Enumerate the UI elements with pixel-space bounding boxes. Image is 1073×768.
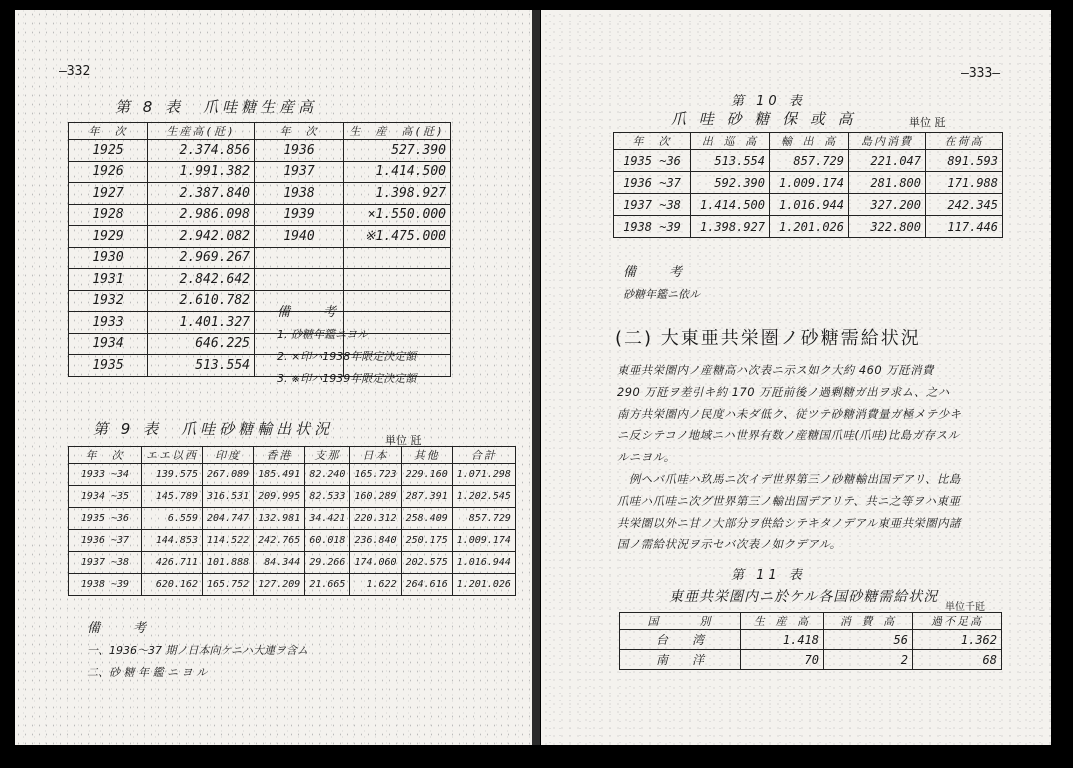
- table-cell: 160.289: [350, 486, 401, 508]
- table-cell: 82.533: [305, 486, 350, 508]
- table-cell: 513.554: [148, 355, 255, 377]
- table-cell: 84.344: [254, 552, 305, 574]
- column-header: 生 産 高: [741, 613, 824, 630]
- table-cell: 220.312: [350, 508, 401, 530]
- table-cell: 242.765: [254, 530, 305, 552]
- paragraph-line: 共栄圏以外ニ甘ノ大部分ヲ供給シテキタノデアル東亜共栄圏内諸: [617, 515, 961, 530]
- paragraph-line: ニ反シテコノ地域ニハ世界有数ノ産糖国爪哇(爪哇)比島ガ存スル: [617, 428, 960, 443]
- table-cell: 1934 ~35: [69, 486, 142, 508]
- table-cell: 6.559: [142, 508, 203, 530]
- table-row: [69, 226, 451, 248]
- table9-title: 第 9 表 爪哇砂糖輸出状況: [93, 420, 334, 438]
- table11-unit: 単位千瓩: [945, 602, 985, 613]
- column-header: 其他: [401, 447, 452, 464]
- table-cell: 1939: [255, 204, 344, 226]
- table-cell: 242.345: [926, 194, 1003, 216]
- table-cell: 204.747: [203, 508, 254, 530]
- table-cell: 1933 ~34: [69, 464, 142, 486]
- table-cell: 1927: [69, 183, 148, 205]
- paragraph-line: 東亜共栄圏内ノ産糖高ハ次表ニ示ス如ク大約 460 万瓩消費: [617, 363, 934, 377]
- table-cell: 1935 ~36: [69, 508, 142, 530]
- note-line: 二、砂 糖 年 鑑 ニ ヨ ル: [87, 666, 207, 679]
- table-cell: 1.202.545: [452, 486, 515, 508]
- table9-notes: [87, 618, 308, 684]
- table-cell: 236.840: [350, 530, 401, 552]
- table-cell: 258.409: [401, 508, 452, 530]
- table-cell: 857.729: [770, 150, 849, 172]
- table-cell: 1.418: [741, 630, 824, 650]
- table-cell: 145.789: [142, 486, 203, 508]
- column-header: 支那: [305, 447, 350, 464]
- column-header: 輸 出 高: [770, 133, 849, 150]
- table-cell: ×1.550.000: [344, 204, 451, 226]
- table-cell: 171.988: [926, 172, 1003, 194]
- table-cell: 221.047: [849, 150, 926, 172]
- table-row: [69, 486, 516, 508]
- column-header: 日本: [350, 447, 401, 464]
- column-header: 消 費 高: [824, 613, 913, 630]
- table-cell: 1937 ~38: [614, 194, 691, 216]
- table-row: [69, 140, 451, 162]
- table-cell: 132.981: [254, 508, 305, 530]
- left-page: [15, 10, 532, 745]
- table-cell: 2.374.856: [148, 140, 255, 162]
- table-cell: 1929: [69, 226, 148, 248]
- table-cell: 174.060: [350, 552, 401, 574]
- table-cell: 1937: [255, 161, 344, 183]
- table10-unit: 単位 瓩: [909, 116, 946, 129]
- table-row: [69, 508, 516, 530]
- table-cell: 267.089: [203, 464, 254, 486]
- column-header: 年 次: [69, 123, 148, 140]
- table10-title-number: 第 10 表: [731, 94, 806, 109]
- table-header-row: [69, 447, 516, 464]
- page-number: —332: [59, 64, 91, 79]
- table10-stock: [613, 132, 1003, 238]
- table-cell: 127.209: [254, 574, 305, 596]
- table-header-row: [620, 613, 1002, 630]
- column-header: 年 次: [614, 133, 691, 150]
- table-cell: 114.522: [203, 530, 254, 552]
- table-row: [69, 247, 451, 269]
- column-header: 年 次: [255, 123, 344, 140]
- notes-title: 備 考: [87, 621, 157, 636]
- notes-title: 備 考: [277, 305, 347, 320]
- column-header: 合計: [452, 447, 515, 464]
- table-cell: 2.986.098: [148, 204, 255, 226]
- table-cell: 1931: [69, 269, 148, 291]
- table-cell: 287.391: [401, 486, 452, 508]
- paragraph-line: 国ノ需給状況ヲ示セバ次表ノ如クデアル。: [617, 537, 842, 552]
- table-cell: 70: [741, 650, 824, 670]
- table-cell: 144.853: [142, 530, 203, 552]
- table-cell: 1.362: [913, 630, 1002, 650]
- table-cell: 1.414.500: [691, 194, 770, 216]
- table-cell: 1928: [69, 204, 148, 226]
- table-cell: 857.729: [452, 508, 515, 530]
- table-cell: 202.575: [401, 552, 452, 574]
- table11-title: 東亜共栄圏内ニ於ケル各国砂糖需給状況: [669, 589, 939, 605]
- table8-notes: [277, 302, 416, 390]
- table10-title: 爪 哇 砂 糖 保 或 高: [671, 110, 857, 128]
- table-cell: [344, 269, 451, 291]
- table-cell: 南 洋: [620, 650, 741, 670]
- table-cell: 2.842.642: [148, 269, 255, 291]
- column-header: 島内消費: [849, 133, 926, 150]
- paragraph-line: 爪哇ハ爪哇ニ次グ世界第三ノ輸出国デアリテ、共ニ之等ヲハ東亜: [617, 493, 961, 508]
- column-header: 年 次: [69, 447, 142, 464]
- table-cell: 1.201.026: [452, 574, 515, 596]
- table-cell: 322.800: [849, 216, 926, 238]
- column-header: 生 産 高(瓩): [344, 123, 451, 140]
- column-header: 香港: [254, 447, 305, 464]
- table-cell: 82.240: [305, 464, 350, 486]
- table-row: [620, 650, 1002, 670]
- table-cell: [255, 247, 344, 269]
- table-cell: 2.610.782: [148, 290, 255, 312]
- note-line: 1. 砂糖年鑑ニヨル: [277, 328, 368, 341]
- table-cell: 1.414.500: [344, 161, 451, 183]
- table-cell: 264.616: [401, 574, 452, 596]
- table-row: [69, 161, 451, 183]
- table-cell: 1936: [255, 140, 344, 162]
- column-header: エエ以西: [142, 447, 203, 464]
- table-row: [614, 216, 1003, 238]
- table-cell: 229.160: [401, 464, 452, 486]
- table-cell: 527.390: [344, 140, 451, 162]
- column-header: 過不足高: [913, 613, 1002, 630]
- table-cell: 68: [913, 650, 1002, 670]
- table-cell: 1925: [69, 140, 148, 162]
- table-cell: 1.991.382: [148, 161, 255, 183]
- column-header: 出 巡 高: [691, 133, 770, 150]
- table9-exports: [68, 446, 516, 596]
- note-line: 3. ※印ハ1939年限定決定額: [277, 372, 417, 385]
- table10-notes: [623, 262, 700, 306]
- table-cell: 209.995: [254, 486, 305, 508]
- column-header: 在荷高: [926, 133, 1003, 150]
- paragraph-line: 南方共栄圏内ノ民度ハ未ダ低ク、従ツテ砂糖消費量ガ極メテ少キ: [617, 406, 962, 421]
- notes-title: 備 考: [623, 265, 693, 280]
- table-row: [69, 183, 451, 205]
- table-cell: 29.266: [305, 552, 350, 574]
- table-row: [69, 552, 516, 574]
- table-cell: 2.942.082: [148, 226, 255, 248]
- paragraph-line: ルニヨル。: [617, 450, 676, 465]
- table-cell: 101.888: [203, 552, 254, 574]
- body-paragraph: [617, 360, 1037, 556]
- table-cell: ※1.475.000: [344, 226, 451, 248]
- table-cell: 1.201.026: [770, 216, 849, 238]
- table-cell: 1933: [69, 312, 148, 334]
- table-cell: 2: [824, 650, 913, 670]
- table-cell: 2.387.840: [148, 183, 255, 205]
- table-row: [69, 530, 516, 552]
- table-row: [614, 194, 1003, 216]
- table-cell: 620.162: [142, 574, 203, 596]
- table-cell: 185.491: [254, 464, 305, 486]
- table-cell: 1.016.944: [770, 194, 849, 216]
- table-cell: 165.723: [350, 464, 401, 486]
- table-cell: 1.071.298: [452, 464, 515, 486]
- table-cell: 1936 ~37: [614, 172, 691, 194]
- table-row: [69, 204, 451, 226]
- table-cell: 165.752: [203, 574, 254, 596]
- table8-title: 第 8 表 爪哇糖生産高: [115, 98, 318, 116]
- table-header-row: [614, 133, 1003, 150]
- table-cell: 1932: [69, 290, 148, 312]
- table-cell: 1.009.174: [452, 530, 515, 552]
- right-page: [541, 10, 1051, 745]
- table-cell: 250.175: [401, 530, 452, 552]
- table11-title-number: 第 11 表: [731, 568, 806, 583]
- table-cell: 646.225: [148, 333, 255, 355]
- table-cell: 139.575: [142, 464, 203, 486]
- table-cell: 1938 ~39: [69, 574, 142, 596]
- column-header: 印度: [203, 447, 254, 464]
- table-cell: 327.200: [849, 194, 926, 216]
- table-cell: 60.018: [305, 530, 350, 552]
- table-cell: 513.554: [691, 150, 770, 172]
- paragraph-line: 290 万瓩ヲ差引キ約 170 万瓩前後ノ過剰糖ガ出ヲ求ム、之ハ: [617, 384, 950, 399]
- table-cell: 316.531: [203, 486, 254, 508]
- table-cell: 281.800: [849, 172, 926, 194]
- table-cell: 34.421: [305, 508, 350, 530]
- table-cell: 1935: [69, 355, 148, 377]
- table-cell: 台 湾: [620, 630, 741, 650]
- table-cell: 891.593: [926, 150, 1003, 172]
- table-cell: 1.016.944: [452, 552, 515, 574]
- table-cell: 592.390: [691, 172, 770, 194]
- table-cell: 1940: [255, 226, 344, 248]
- table-cell: 1934: [69, 333, 148, 355]
- section-heading: (二) 大東亜共栄圏ノ砂糖需給状況: [615, 328, 921, 349]
- table-cell: 1.398.927: [344, 183, 451, 205]
- table-cell: 1937 ~38: [69, 552, 142, 574]
- table-cell: 1936 ~37: [69, 530, 142, 552]
- table-cell: 117.446: [926, 216, 1003, 238]
- table-cell: [344, 247, 451, 269]
- table-cell: 2.969.267: [148, 247, 255, 269]
- column-header: 生産高(瓩): [148, 123, 255, 140]
- table11-supply-demand: [619, 612, 1002, 670]
- table-cell: 21.665: [305, 574, 350, 596]
- table-row: [69, 464, 516, 486]
- table-row: [614, 172, 1003, 194]
- table-cell: 426.711: [142, 552, 203, 574]
- note-line: 一、1936～37 期ノ日本向ケニハ大連ヲ含ム: [87, 644, 309, 657]
- table-row: [614, 150, 1003, 172]
- column-header: 国 別: [620, 613, 741, 630]
- table-cell: 1938 ~39: [614, 216, 691, 238]
- table-cell: 56: [824, 630, 913, 650]
- paragraph-line: 例ヘバ爪哇ハ玖馬ニ次イデ世界第三ノ砂糖輸出国デアリ、比島: [617, 471, 961, 486]
- table-row: [620, 630, 1002, 650]
- table-cell: 1930: [69, 247, 148, 269]
- table-cell: 1.398.927: [691, 216, 770, 238]
- note-line: 2. ×印ハ1938年限定決定額: [277, 350, 417, 363]
- table-cell: 1.009.174: [770, 172, 849, 194]
- table-cell: 1926: [69, 161, 148, 183]
- table-row: [69, 574, 516, 596]
- table-row: [69, 269, 451, 291]
- note-line: 砂糖年鑑ニ依ル: [623, 288, 700, 301]
- page-number: —333—: [961, 66, 1001, 81]
- table-header-row: [69, 123, 451, 140]
- table-cell: 1938: [255, 183, 344, 205]
- table-cell: 1.622: [350, 574, 401, 596]
- table-cell: [255, 269, 344, 291]
- table-cell: 1.401.327: [148, 312, 255, 334]
- table9-unit: 単位 瓩: [385, 434, 422, 447]
- table-cell: 1935 ~36: [614, 150, 691, 172]
